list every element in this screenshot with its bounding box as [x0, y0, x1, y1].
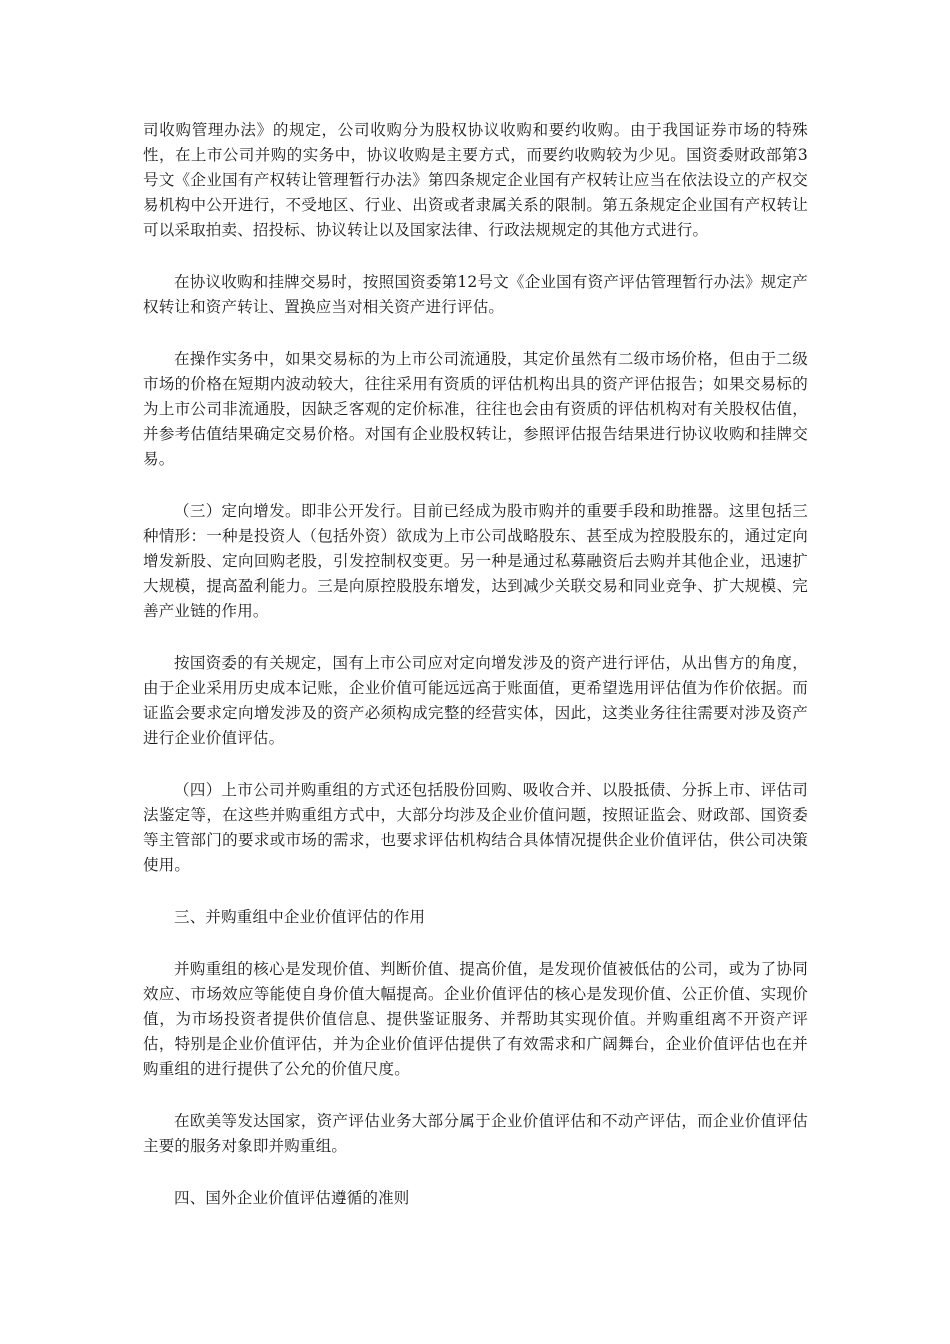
- paragraph-developed-countries: 在欧美等发达国家，资产评估业务大部分属于企业价值评估和不动产评估，而企业价值评估主要的服务对象即并购重组。: [143, 1112, 808, 1155]
- document-body: [143, 118, 808, 1238]
- paragraph-acquisition-methods: 司收购管理办法》的规定，公司收购分为股权协议收购和要约收购。由于我国证券市场的特殊性，在上市公司并购的实务中，协议收购是主要方式，而要约收购较为少见。国资委财政部第3号文《企业国有产权转让管理暂行办法》第四条规定企业国有产权转让应当在依法设立的产权交易机构中公开进行，不受地区、行业、出资或者隶属关系的限制。第五条规定企业国有产权转让可以采取拍卖、招投标、协议转让以及国家法律、行政法规规定的其他方式进行。: [143, 121, 808, 239]
- section-heading-3: 三、并购重组中企业价值评估的作用: [174, 908, 426, 926]
- paragraph-directed-issuance: （三）定向增发。即非公开发行。目前已经成为股市购并的重要手段和助推器。这里包括三种情形：一种是投资人（包括外资）欲成为上市公司战略股东、甚至成为控股股东的，通过定向增发新股、定向回购老股，引发控制权变更。另一种是通过私募融资后去购并其他企业，迅速扩大规模，提高盈利能力。三是向原控股股东增发，达到减少关联交易和同业竞争、扩大规模、完善产业链的作用。: [143, 502, 808, 620]
- paragraph-other-methods: （四）上市公司并购重组的方式还包括股份回购、吸收合并、以股抵债、分拆上市、评估司法鉴定等，在这些并购重组方式中，大部分均涉及企业价值问题，按照证监会、财政部、国资委等主管部门的要求或市场的需求，也要求评估机构结合具体情况提供企业价值评估，供公司决策使用。: [143, 781, 808, 874]
- paragraph-sasac-rules: 按国资委的有关规定，国有上市公司应对定向增发涉及的资产进行评估，从出售方的角度，由于企业采用历史成本记账，企业价值可能远远高于账面值，更希望选用评估值为作价依据。而证监会要求定向增发涉及的资产必须构成完整的经营实体，因此，这类业务往往需要对涉及资产进行企业价值评估。: [143, 654, 808, 747]
- paragraph-operation-practice: 在操作实务中，如果交易标的为上市公司流通股，其定价虽然有二级市场价格，但由于二级市场的价格在短期内波动较大，往往采用有资质的评估机构出具的资产评估报告；如果交易标的为上市公司非流通股，因缺乏客观的定价标准，往往也会由有资质的评估机构对有关股权估值，并参考估值结果确定交易价格。对国有企业股权转让，参照评估报告结果进行协议收购和挂牌交易。: [143, 350, 808, 468]
- paragraph-core-of-mna: 并购重组的核心是发现价值、判断价值、提高价值，是发现价值被低估的公司，或为了协同效应、市场效应等能使自身价值大幅提高。企业价值评估的核心是发现价值、公正价值、实现价值，为市场投资者提供价值信息、提供鉴证服务、并帮助其实现价值。并购重组离不开资产评估，特别是企业价值评估，并为企业价值评估提供了有效需求和广阔舞台，企业价值评估也在并购重组的进行提供了公允的价值尺度。: [143, 960, 808, 1078]
- paragraph-agreement-acquisition: 在协议收购和挂牌交易时，按照国资委第12号文《企业国有资产评估管理暂行办法》规定产权转让和资产转让、置换应当对相关资产进行评估。: [143, 273, 808, 316]
- section-heading-4: 四、国外企业价值评估遵循的准则: [174, 1189, 410, 1207]
